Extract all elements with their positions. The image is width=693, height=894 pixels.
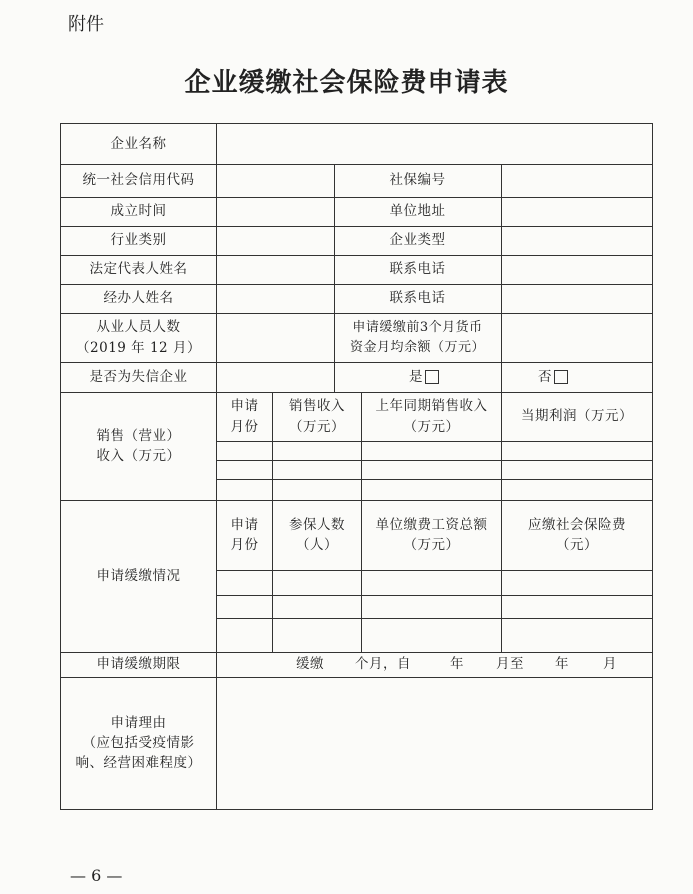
period-text-month-2: 月 xyxy=(603,656,617,673)
legal-rep-phone-field[interactable] xyxy=(502,255,652,284)
sales-col-revenue-line1: 销售收入 xyxy=(289,398,345,415)
defer-col-insured xyxy=(273,500,361,570)
founded-label: 成立时间 xyxy=(110,203,167,220)
handler-field[interactable] xyxy=(217,284,334,313)
application-form xyxy=(60,123,653,810)
defer-col-insured-line1: 参保人数 xyxy=(289,516,345,533)
yes-checkbox[interactable] xyxy=(425,370,439,384)
legal-rep-phone-label: 联系电话 xyxy=(389,261,446,278)
funds-label xyxy=(334,313,501,362)
defer-col-wage xyxy=(362,500,501,570)
sales-col-month-line1: 申请 xyxy=(230,398,259,415)
defer-col-due-line2: （元） xyxy=(556,537,598,553)
sales-col-revenue-line2: （万元） xyxy=(289,418,345,435)
employees-label xyxy=(61,313,216,362)
legal-rep-field[interactable] xyxy=(217,255,334,284)
page-title: 企业缓缴社会保险费申请表 xyxy=(184,68,509,98)
period-label: 申请缓缴期限 xyxy=(96,656,181,673)
sales-label xyxy=(61,392,216,500)
handler-label: 经办人姓名 xyxy=(103,290,174,307)
company-type-label: 企业类型 xyxy=(389,232,446,249)
reason-label-line2: （应包括受疫情影 xyxy=(82,734,195,751)
sales-col-prev-year xyxy=(362,392,501,441)
reason-label-line3: 响、经营困难程度） xyxy=(75,755,202,772)
industry-field[interactable] xyxy=(217,226,334,255)
founded-field[interactable] xyxy=(217,197,334,226)
funds-label-line2: 资金月均余额（万元） xyxy=(349,339,485,355)
sales-label-line1: 销售（营业） xyxy=(96,427,181,444)
sales-col-profit: 当期利润（万元） xyxy=(521,408,633,425)
defer-col-due-line1: 应缴社会保险费 xyxy=(528,516,626,533)
period-text-defer: 缓缴 xyxy=(296,656,324,673)
industry-label: 行业类别 xyxy=(110,232,167,249)
reason-field[interactable] xyxy=(217,677,652,809)
handler-phone-label: 联系电话 xyxy=(389,290,446,307)
defer-col-insured-line2: （人） xyxy=(296,537,338,553)
no-checkbox[interactable] xyxy=(554,370,568,384)
funds-field[interactable] xyxy=(502,313,652,362)
handler-phone-field[interactable] xyxy=(502,284,652,313)
defer-col-month-line2: 月份 xyxy=(230,537,259,553)
sales-label-line2: 收入（万元） xyxy=(96,448,181,464)
address-label: 单位地址 xyxy=(389,203,446,220)
period-text-months-from: 个月，自 xyxy=(355,656,411,673)
company-name-label: 企业名称 xyxy=(110,135,167,152)
defer-label: 申请缓缴情况 xyxy=(96,567,181,584)
sales-col-prev-year-line1: 上年同期销售收入 xyxy=(375,398,488,415)
social-security-no-field[interactable] xyxy=(502,164,652,197)
defer-col-month-line1: 申请 xyxy=(230,516,259,533)
credit-code-field[interactable] xyxy=(217,164,334,197)
dishonest-label: 是否为失信企业 xyxy=(89,368,188,385)
sales-col-revenue xyxy=(273,392,361,441)
sales-col-prev-year-line2: （万元） xyxy=(403,418,460,435)
reason-label-line1: 申请理由 xyxy=(110,714,167,731)
yes-label: 是 xyxy=(409,368,423,385)
dishonest-no-option[interactable] xyxy=(502,362,652,392)
period-text-year-2: 年 xyxy=(555,656,569,673)
employees-label-line2: （2019 年 12 月） xyxy=(76,339,201,356)
address-field[interactable] xyxy=(502,197,652,226)
funds-label-line1: 申请缓缴前3个月货币 xyxy=(352,320,483,335)
employees-field[interactable] xyxy=(217,313,334,362)
company-name-field[interactable] xyxy=(217,124,652,164)
defer-col-wage-line2: （万元） xyxy=(403,537,460,553)
attachment-label: 附件 xyxy=(68,14,104,35)
sales-col-month xyxy=(217,392,272,441)
no-label: 否 xyxy=(538,368,552,385)
dishonest-yes-option[interactable] xyxy=(334,362,501,392)
defer-col-due xyxy=(502,500,652,570)
social-security-no-label: 社保编号 xyxy=(389,172,446,189)
company-type-field[interactable] xyxy=(502,226,652,255)
legal-rep-label: 法定代表人姓名 xyxy=(89,261,188,278)
employees-label-line1: 从业人员人数 xyxy=(96,319,181,336)
period-field[interactable] xyxy=(217,652,652,677)
credit-code-label: 统一社会信用代码 xyxy=(82,172,195,189)
defer-col-month xyxy=(217,500,272,570)
defer-col-wage-line1: 单位缴费工资总额 xyxy=(375,516,488,533)
reason-label xyxy=(61,677,216,809)
period-text-year-1: 年 xyxy=(450,656,464,673)
period-text-month-to: 月至 xyxy=(496,656,524,673)
page-number: — 6 — xyxy=(70,866,123,885)
sales-col-month-line2: 月份 xyxy=(230,418,259,435)
